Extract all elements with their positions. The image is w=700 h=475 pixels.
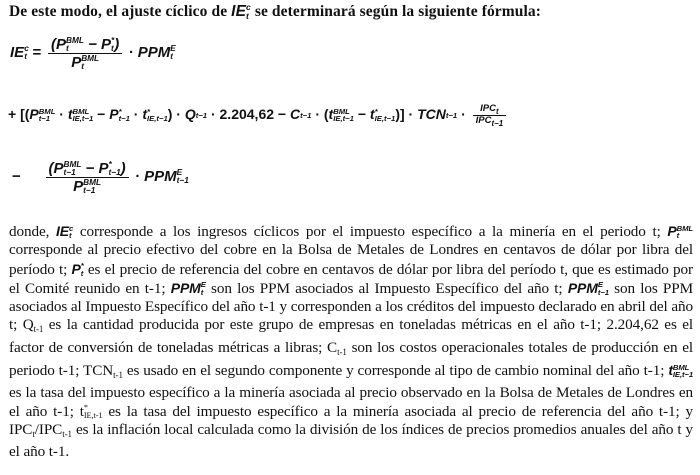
line2-c: C	[289, 106, 301, 123]
l3-dot-operator: ·	[135, 168, 141, 186]
l3-num-sup: BML	[63, 159, 82, 169]
l3-ppm-sup: E	[176, 168, 183, 177]
c-sub: t-1	[337, 346, 347, 357]
fraction-3-denominator	[70, 178, 104, 195]
t-star-sub: IE,t-1	[83, 411, 103, 421]
den-base: P	[71, 54, 82, 72]
equals-sign: =	[32, 44, 42, 62]
line2-t4-sub: IE,t−1	[374, 114, 396, 124]
num-sub: t	[66, 44, 69, 54]
symbol-ppm-prev	[568, 280, 609, 296]
symbol-ie	[56, 223, 73, 239]
ipc-num-base: IPC	[480, 103, 496, 114]
pstar-sup: *	[111, 35, 115, 45]
dot-operator: ·	[129, 44, 134, 62]
line2-dot1: ·	[55, 106, 68, 123]
text-def-t-star: es la tasa del impuesto específico a la minería asociada al precio de referencia del año t-1; y IPC	[9, 402, 693, 438]
symbol-ppm-sup: E	[200, 280, 206, 290]
ipc-t-sub: t	[32, 428, 35, 439]
l3-num-close: )	[120, 160, 126, 177]
line2-t4-sup: *	[374, 106, 378, 116]
ppm-term	[138, 44, 176, 61]
line2-p2-sup: *	[118, 106, 122, 116]
tcn-sub: t-1	[113, 370, 123, 381]
lhs-base: IE	[10, 44, 25, 62]
line2-p1: P	[29, 106, 39, 123]
intro-symbol	[231, 3, 251, 20]
formula-line-2	[8, 104, 509, 127]
line2-c-sub: t−1	[300, 110, 312, 120]
line2-minus1: −	[93, 106, 110, 123]
l3-pstar-sub: t−1	[108, 168, 121, 178]
ppm-sup: E	[170, 44, 176, 53]
l3-pstar-sup: *	[108, 159, 112, 169]
line2-t3-sup: BML	[333, 106, 350, 116]
num-close: )	[114, 36, 120, 53]
line2-t2-sup: *	[147, 106, 151, 116]
symbol-t-base: t	[668, 362, 673, 379]
text-ipc-slash: /IPC	[34, 420, 63, 438]
line2-tcn-sub: t−1	[445, 110, 458, 120]
symbol-pstar-base: P	[71, 260, 81, 277]
text-def-ppm-prev: son los PPM asociados al Impuesto Específico del año t-1 y corresponden a los créditos del impuesto declarado en abril del año t; Q	[9, 279, 693, 334]
symbol-ie-sup: c	[69, 223, 74, 233]
line2-t1-sup: BML	[72, 106, 90, 116]
line2-close1: ) ·	[167, 106, 185, 123]
symbol-ppm1-sub: t−1	[597, 288, 609, 298]
text-def-c: son los costos operacionales totales de producción en el periodo t-1; TCN	[9, 338, 693, 380]
formula-fraction-1	[48, 36, 122, 72]
fraction-1-denominator	[68, 54, 102, 71]
symbol-ppm1-base: PPM	[567, 279, 598, 296]
symbol-t-bml	[668, 362, 693, 378]
line2-t1: t	[67, 106, 73, 123]
ipc-denominator	[473, 116, 507, 127]
symbol-t-sub: IE,t−1	[672, 370, 693, 380]
formula-lhs	[10, 44, 29, 61]
line2-t1-sub: IE,t−1	[72, 114, 94, 124]
line2-p1-sub: t−1	[38, 114, 51, 124]
l3-den-base: P	[73, 178, 84, 196]
symbol-ppm1-sup: E	[597, 280, 603, 290]
symbol-pstar-sub: t	[80, 268, 84, 278]
intro-symbol-sub: t	[246, 10, 249, 21]
line2-dot2: ·	[129, 106, 143, 123]
line2-dot3: ·	[457, 106, 470, 123]
l3-den-sup: BML	[83, 178, 102, 188]
lhs-sub: t	[24, 52, 27, 62]
symbol-ie-base: IE	[56, 223, 70, 239]
ipc-den-sub: t−1	[491, 118, 504, 128]
text-def-q: es la cantidad producida por este grupo de empresas en toneladas métricas en el año t-1; 2.204,62 es el factor de conversión de toneladas métricas a libras; C	[9, 316, 693, 356]
line2-minus2: −	[353, 106, 370, 123]
l3-ppm-sub: t−1	[176, 176, 189, 186]
den-sub: t	[81, 62, 84, 72]
text-def-tcn: es usado en el segundo componente y corresponde al tipo de cambio nominal del año t-1;	[122, 362, 669, 380]
line2-close2: )] ·	[395, 106, 418, 123]
l3-ppm-base: PPM	[144, 168, 177, 186]
definitions-paragraph	[9, 222, 693, 462]
intro-text-after: se determinará según la siguiente fórmula:	[250, 3, 542, 20]
line2-tcn: TCN	[417, 106, 446, 123]
ipc-t1-sub: t-1	[62, 428, 72, 439]
text-def-ipc: es la inflación local calculada como la división de los índices de precios promedios anuales del año t y el año t-1.	[9, 420, 693, 461]
line2-q-sub: t−1	[195, 110, 208, 120]
num-open-p: (P	[51, 36, 67, 53]
symbol-ppm	[171, 280, 206, 296]
symbol-t-sup: BML	[672, 362, 690, 372]
symbol-p-base: P	[667, 223, 677, 239]
q-sub: t-1	[33, 324, 44, 335]
line2-t3-sub: IE,t−1	[333, 114, 354, 124]
num-minus-p: − P	[83, 36, 112, 53]
text-def-t-bml: es la tasa del impuesto específico a la minería asociada al precio observado en la Bolsa de Metales de Londres en el año t-1; t	[9, 384, 693, 420]
l3-ppm-term	[144, 168, 189, 185]
text-def-p-star: es el precio de referencia del cobre en centavos de dólar por libra del período t, que es estimado por el Comité reunido en t-1;	[9, 260, 693, 297]
text-def-ie: corresponde a los ingresos cíclicos por el impuesto específico a la minería en el periodo t;	[73, 223, 668, 240]
intro-text-before: De este modo, el ajuste cíclico de	[9, 3, 232, 20]
fraction-1-numerator	[48, 36, 122, 53]
l3-num-open-p: (P	[48, 160, 64, 177]
num-sup: BML	[66, 35, 84, 45]
line2-t4: t	[369, 106, 375, 123]
intro-sentence	[9, 3, 541, 21]
symbol-p-sup: BML	[676, 223, 694, 233]
line2-p2-sub: t−1	[118, 114, 130, 124]
symbol-p-bml	[667, 223, 693, 239]
symbol-p-sub: t	[676, 231, 680, 241]
l3-num-sub: t−1	[63, 168, 76, 178]
text-def-ppm: son los PPM asociados al Impuesto Específico del año t;	[205, 279, 568, 297]
line2-t2: t	[142, 106, 148, 123]
t-star-scripts	[84, 404, 103, 421]
formula-fraction-3	[46, 160, 129, 196]
symbol-pstar-sup: *	[80, 261, 84, 271]
t-star-sup: *	[83, 402, 88, 412]
intro-symbol-base: IE	[231, 3, 247, 20]
l3-num-minus-p: − P	[81, 160, 109, 177]
formula-line-1	[10, 36, 176, 72]
text-def-p-bml: corresponde al precio efectivo del cobre en la Bolsa de Metales de Londres en centavos de dólar por libra del período t;	[9, 241, 693, 278]
line2-p2: P	[109, 106, 119, 123]
ppm-base: PPM	[137, 44, 171, 62]
line2-factor: · 2.204,62 −	[207, 106, 290, 123]
pstar-sub: t	[111, 44, 114, 54]
line2-open2: · (	[311, 106, 329, 123]
symbol-ppm-base: PPM	[170, 279, 201, 296]
ipc-numerator	[477, 104, 501, 115]
line2-p1-sup: BML	[38, 106, 56, 116]
fraction-3-numerator	[46, 160, 129, 177]
symbol-ie-sub: t	[69, 231, 72, 241]
text-donde: donde,	[9, 223, 56, 240]
ppm-sub: t	[170, 52, 174, 62]
den-sup: BML	[81, 54, 100, 64]
line2-lead: + [(	[8, 106, 30, 123]
line3-minus: −	[12, 168, 21, 186]
line2-t3: t	[328, 106, 334, 123]
symbol-p-star	[71, 261, 83, 277]
lhs-sup: c	[24, 44, 29, 53]
ipc-den-base: IPC	[475, 114, 492, 126]
intro-symbol-sup: c	[246, 2, 251, 13]
ipc-fraction	[473, 104, 507, 127]
ipc-num-sub: t	[496, 106, 499, 116]
l3-den-sub: t−1	[83, 186, 96, 196]
line2-q: Q	[184, 106, 196, 123]
line2-t2-sub: IE,t−1	[147, 114, 168, 124]
symbol-ppm-sub: t	[200, 288, 204, 298]
formula-line-3	[12, 160, 189, 196]
